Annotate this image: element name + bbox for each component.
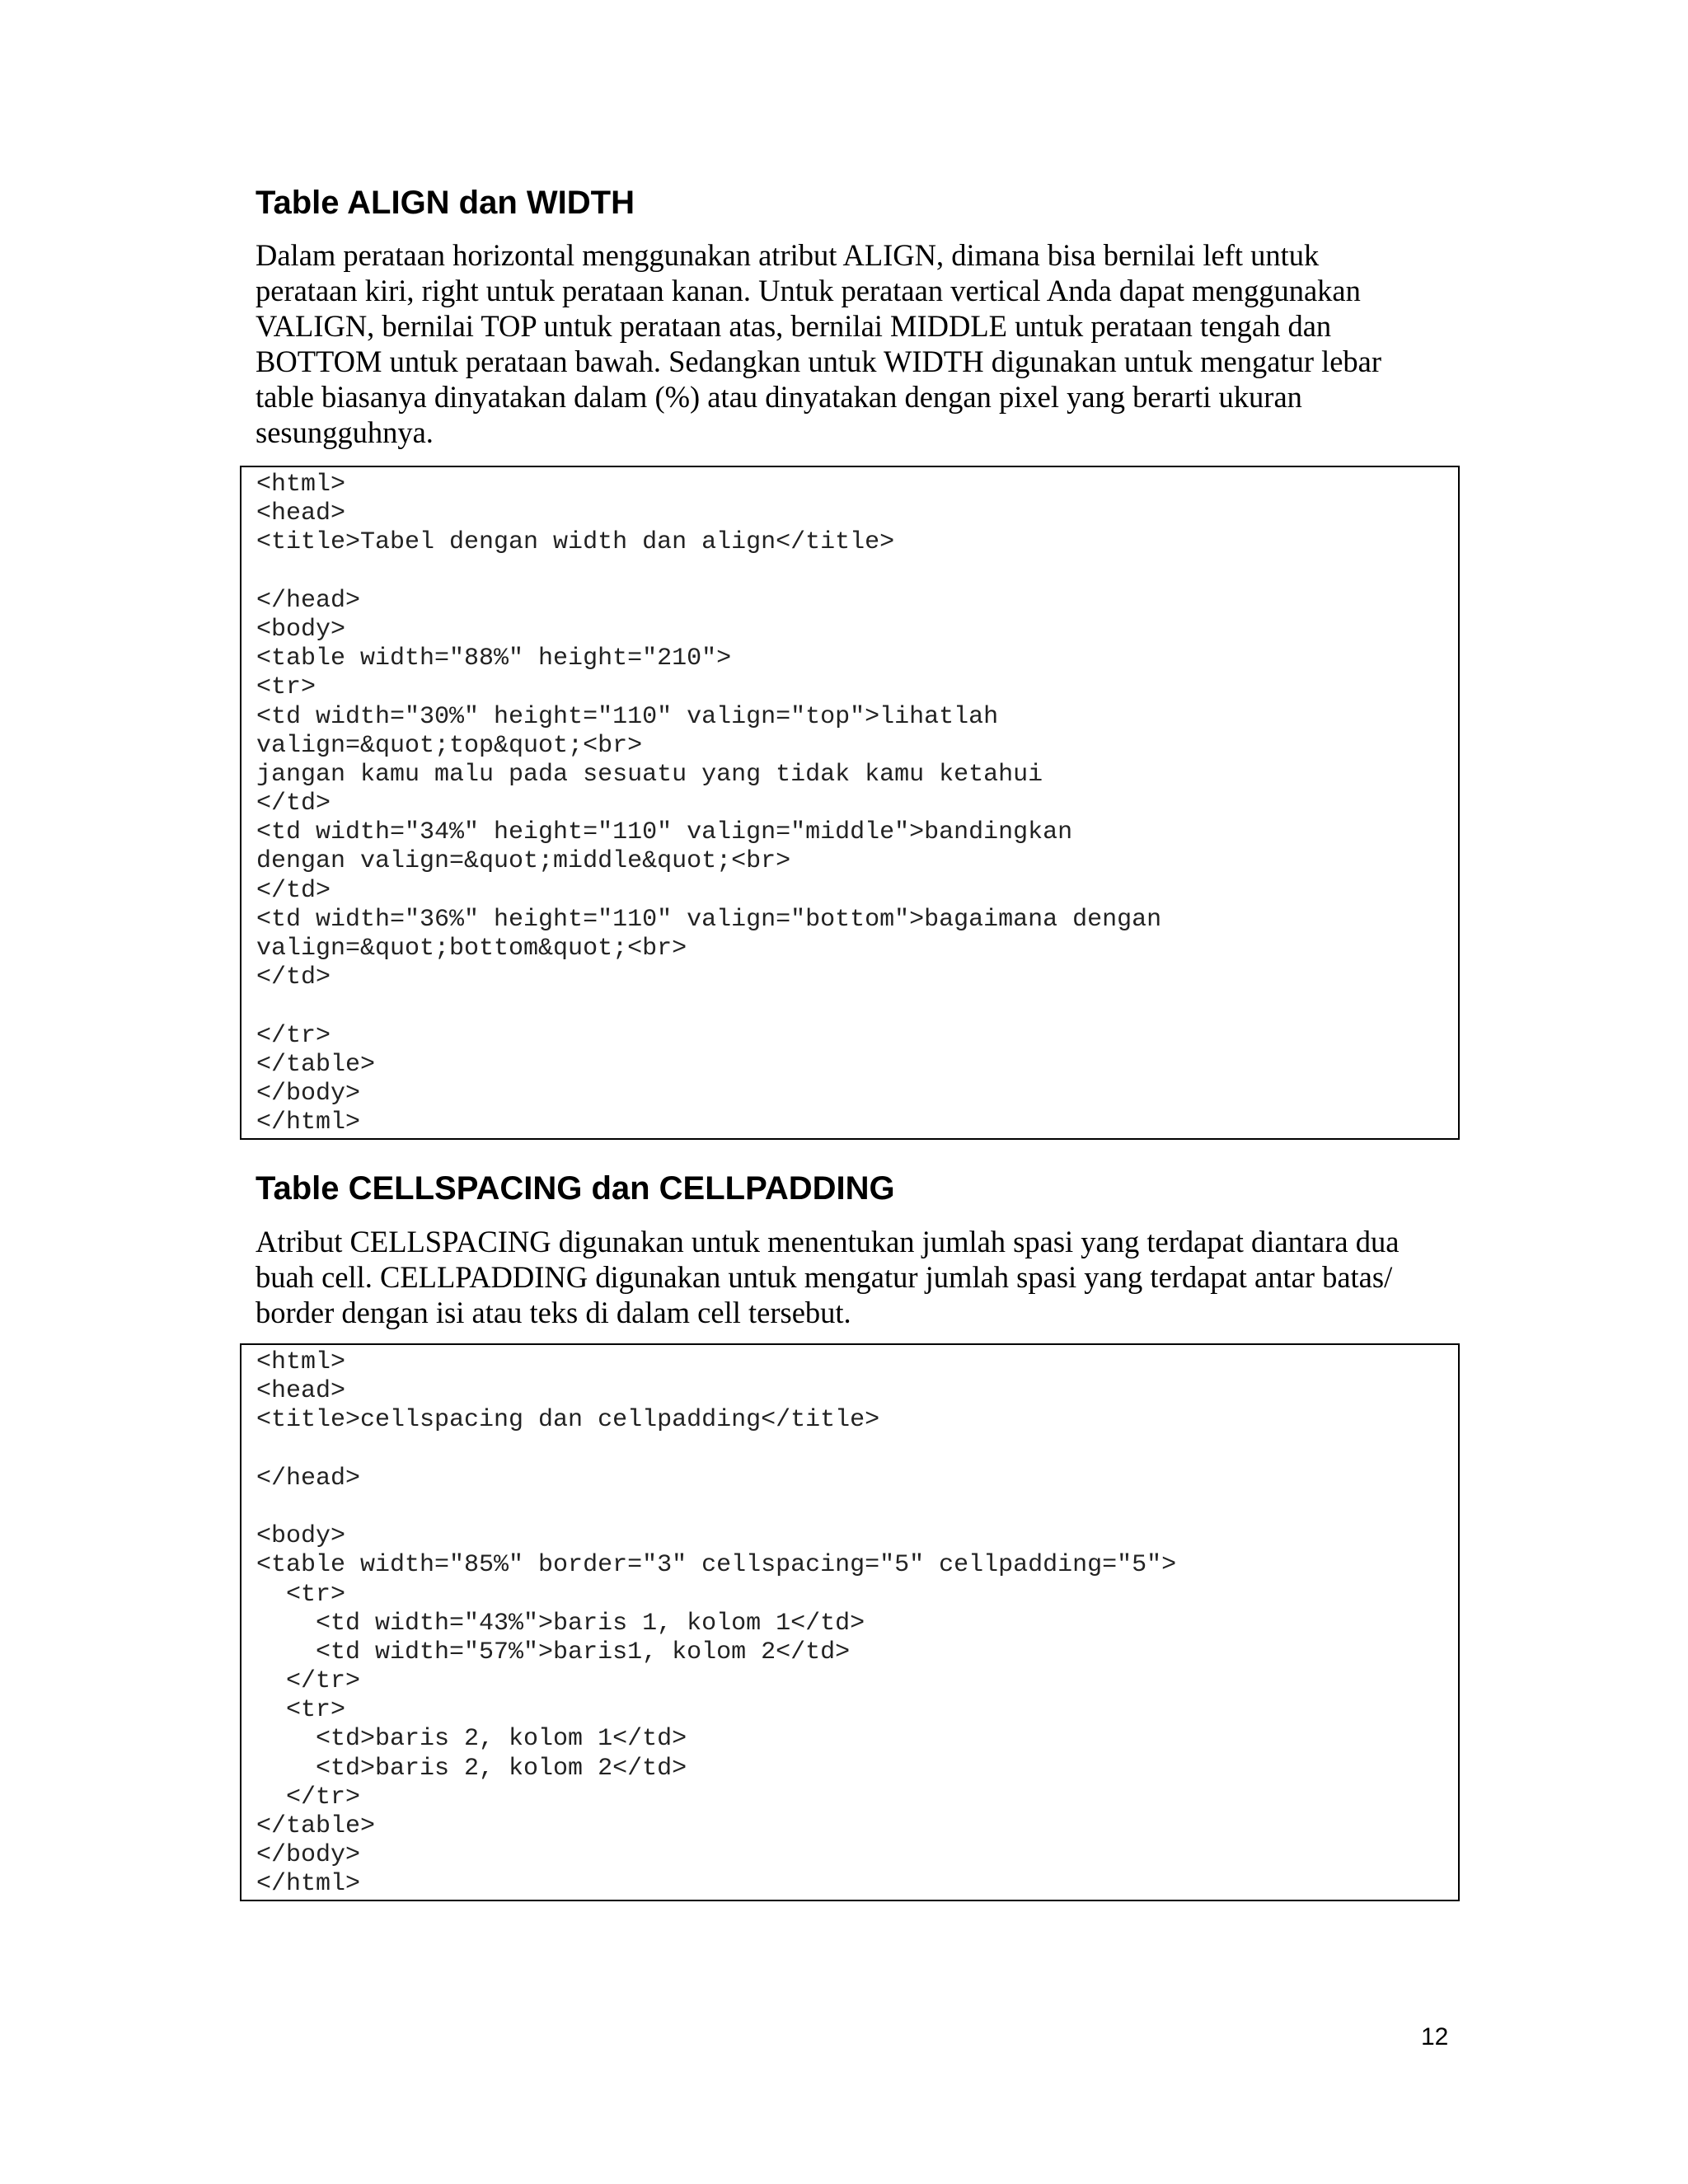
section-paragraph-cellspacing-cellpadding [256, 1224, 1451, 1330]
code-line: </tr> [256, 1783, 361, 1811]
code-line: <head> [256, 1377, 346, 1406]
code-line: jangan kamu malu pada sesuatu yang tidak kamu ketahui [256, 760, 1043, 789]
paragraph-line: VALIGN, bernilai TOP untuk perataan atas, bernilai MIDDLE untuk perataan tengah dan [256, 309, 1332, 343]
paragraph-line: buah cell. CELLPADDING digunakan untuk mengatur jumlah spasi yang terdapat antar batas/ [256, 1260, 1393, 1294]
code-line: valign=&quot;bottom&quot;<br> [256, 935, 687, 963]
code-line: <td>baris 2, kolom 2</td> [256, 1754, 687, 1783]
code-line: dengan valign=&quot;middle&quot;<br> [256, 847, 791, 876]
code-line: valign=&quot;top&quot;<br> [256, 731, 643, 760]
code-line: <html> [256, 471, 346, 499]
code-line: <td>baris 2, kolom 1</td> [256, 1725, 687, 1754]
code-line: <td width="30%" height="110" valign="top">lihatlah [256, 702, 999, 731]
code-line: <table width="88%" height="210"> [256, 644, 732, 673]
code-line: </td> [256, 876, 331, 905]
code-line: <table width="85%" border="3" cellspacing="5" cellpadding="5"> [256, 1551, 1177, 1580]
code-line: </html> [256, 1870, 361, 1899]
paragraph-line: table biasanya dinyatakan dalam (%) atau dinyatakan dengan pixel yang berarti ukuran [256, 380, 1302, 414]
code-line: <tr> [256, 1580, 346, 1609]
code-line [256, 1436, 1458, 1465]
code-block-align-width [240, 466, 1460, 1140]
code-line: </body> [256, 1079, 361, 1108]
paragraph-line: sesungguhnya. [256, 415, 434, 449]
code-line: <body> [256, 615, 346, 644]
code-line: </table> [256, 1812, 376, 1840]
code-line [256, 992, 1458, 1021]
code-line: </tr> [256, 1021, 331, 1050]
code-line: <body> [256, 1522, 346, 1551]
code-line: </head> [256, 1464, 361, 1493]
code-line: </head> [256, 586, 361, 615]
code-line: </table> [256, 1050, 376, 1079]
code-block-cellspacing-cellpadding [240, 1343, 1460, 1901]
section-heading-cellspacing-cellpadding: Table CELLSPACING dan CELLPADDING [256, 1170, 895, 1207]
code-line: <td width="36%" height="110" valign="bottom">bagaimana dengan [256, 905, 1162, 934]
code-line: <td width="57%">baris1, kolom 2</td> [256, 1638, 851, 1666]
paragraph-line: Atribut CELLSPACING digunakan untuk menentukan jumlah spasi yang terdapat diantara dua [256, 1225, 1400, 1258]
paragraph-line: border dengan isi atau teks di dalam cell tersebut. [256, 1296, 851, 1329]
code-line [256, 1493, 1458, 1522]
code-line: <title>cellspacing dan cellpadding</title> [256, 1406, 880, 1435]
code-line: <td width="43%">baris 1, kolom 1</td> [256, 1609, 865, 1638]
code-line [256, 558, 1458, 587]
code-line: </tr> [256, 1667, 361, 1696]
section-paragraph-align-width [256, 237, 1451, 450]
paragraph-line: BOTTOM untuk perataan bawah. Sedangkan untuk WIDTH digunakan untuk mengatur lebar [256, 344, 1382, 378]
code-line: </td> [256, 790, 331, 818]
paragraph-line: perataan kiri, right untuk perataan kanan. Untuk perataan vertical Anda dapat menggunakan [256, 274, 1361, 307]
code-line: </body> [256, 1841, 361, 1870]
code-line: <head> [256, 499, 346, 528]
code-line: </html> [256, 1108, 361, 1137]
section-heading-align-width: Table ALIGN dan WIDTH [256, 185, 635, 221]
code-line: </td> [256, 963, 331, 992]
code-line: <html> [256, 1348, 346, 1376]
code-line: <title>Tabel dengan width dan align</title> [256, 528, 895, 557]
page-number: 12 [1421, 2023, 1449, 2050]
code-line: <tr> [256, 1696, 346, 1725]
code-line: <tr> [256, 673, 316, 702]
code-line: <td width="34%" height="110" valign="middle">bandingkan [256, 818, 1073, 847]
paragraph-line: Dalam perataan horizontal menggunakan atribut ALIGN, dimana bisa bernilai left untuk [256, 238, 1320, 272]
